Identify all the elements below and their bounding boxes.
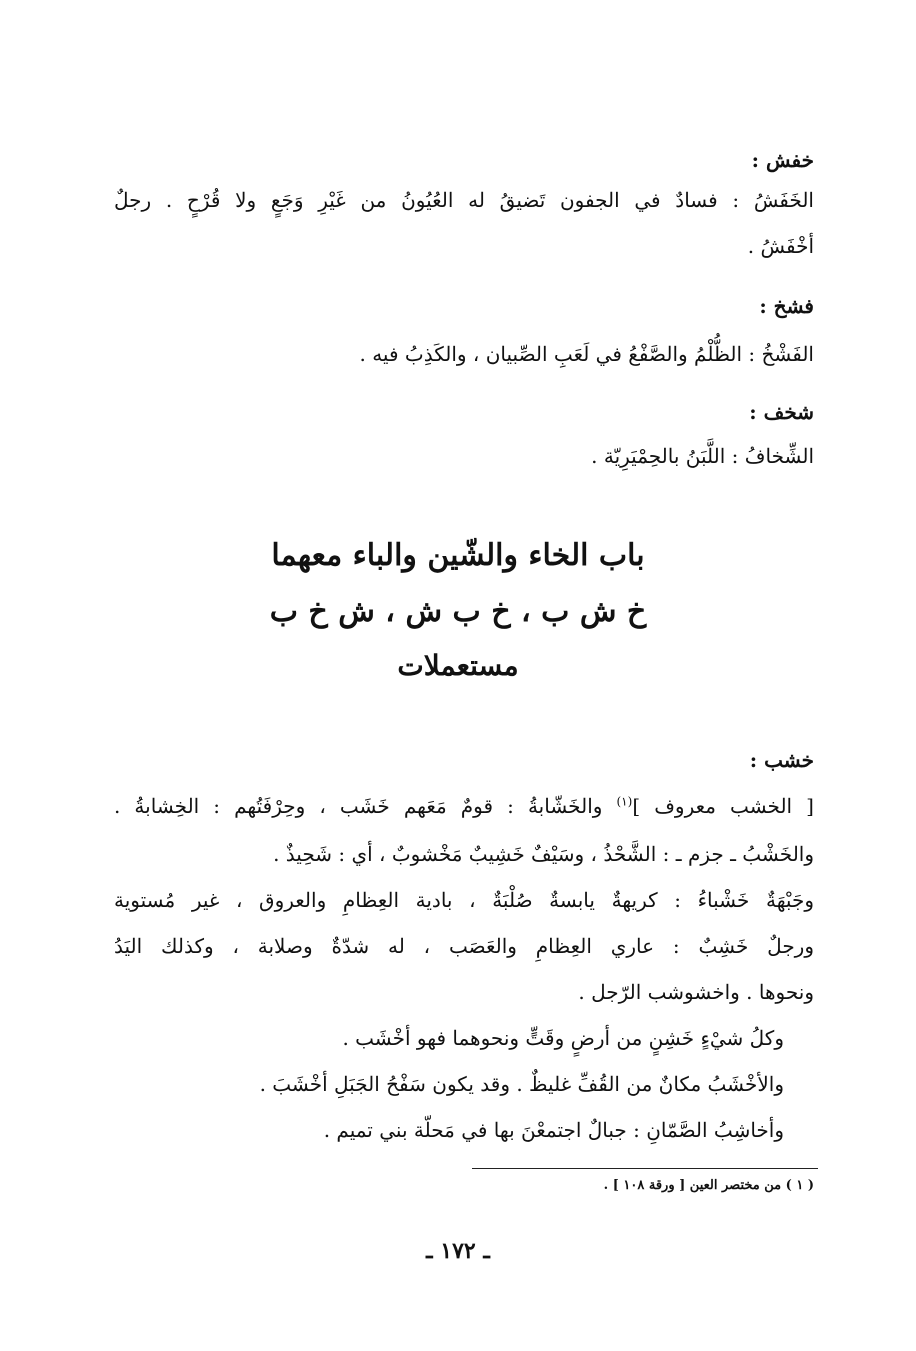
footnote: ( ١ ) من مختصر العين [ ورقة ١٠٨ ] . [603,1178,814,1193]
entry-line-first [114,790,814,822]
chapter-title: باب الخاء والشّين والباء معهما [271,538,645,573]
entry-line: الشِّخافُ : اللَّبَنُ بالحِمْيَرِيّة . [591,444,814,468]
footnote-rule [472,1168,818,1169]
entry-line-rest: والخَشّابةُ : قومٌ مَعَهم خَشَب ، وحِرْفَتُهم : الخِشابةُ . [114,794,617,818]
chapter-subtitle: خ ش ب ، خ ب ش ، ش خ ب [269,594,647,629]
entry-line: وجَبْهَةٌ خَشْباءُ : كريهةٌ يابسةٌ صُلْبَةٌ ، بادية العِظامِ والعروق ، غير مُستوية [114,888,814,912]
entry-line-indented: وأخاشِبُ الصَّمّانِ : جبالٌ اجتمعْنَ بها في مَحلّة بني تميم . [323,1118,784,1142]
entry-line: والخَشْبُ ـ جزم ـ : الشَّحْذُ ، وسَيْفٌ خَشِيبٌ مَخْشوبٌ ، أي : شَحِيذٌ . [273,842,814,866]
bracketed-text: [ الخشب معروف ] [632,794,814,818]
entry-line: أخْفَشُ . [747,234,814,258]
entry-root-khafash: خفش : [751,148,814,172]
entry-root-fashakh: فشخ : [759,294,814,318]
entry-line-indented: وكلُ شيْءٍ خَشِنٍ من أرضٍ وقَتٍّ ونحوهما فهو أخْشَب . [342,1026,784,1050]
entry-line: ورجلٌ خَشِبٌ : عاري العِظامِ والعَصَب ، له شدّةٌ وصلابة ، وكذلك اليَدُ [114,934,814,958]
entry-root-khashab: خشب : [749,748,814,772]
entry-line: ونحوها . واخشوشب الرّجل . [578,980,814,1004]
page-number: ـ ١٧٢ ـ [426,1238,490,1264]
footnote-marker: (١) [616,794,633,809]
entry-line: الفَشْخُ : الظُّلْمُ والصَّفْعُ في لَعَبِ الصِّبيان ، والكَذِبُ فيه . [359,342,814,366]
entry-line: الخَفَشُ : فسادٌ في الجفون تَضيقُ له العُيُونُ من غَيْرِ وَجَعٍ ولا قُرْحٍ . رجلٌ [114,188,814,212]
chapter-status: مستعملات [397,649,519,682]
entry-root-shakhaf: شخف : [749,400,814,424]
entry-line-indented: والأخْشَبُ مكانٌ من القُفِّ غليظٌ . وقد يكون سَفْحُ الجَبَلِ أخْشَبَ . [259,1072,784,1096]
